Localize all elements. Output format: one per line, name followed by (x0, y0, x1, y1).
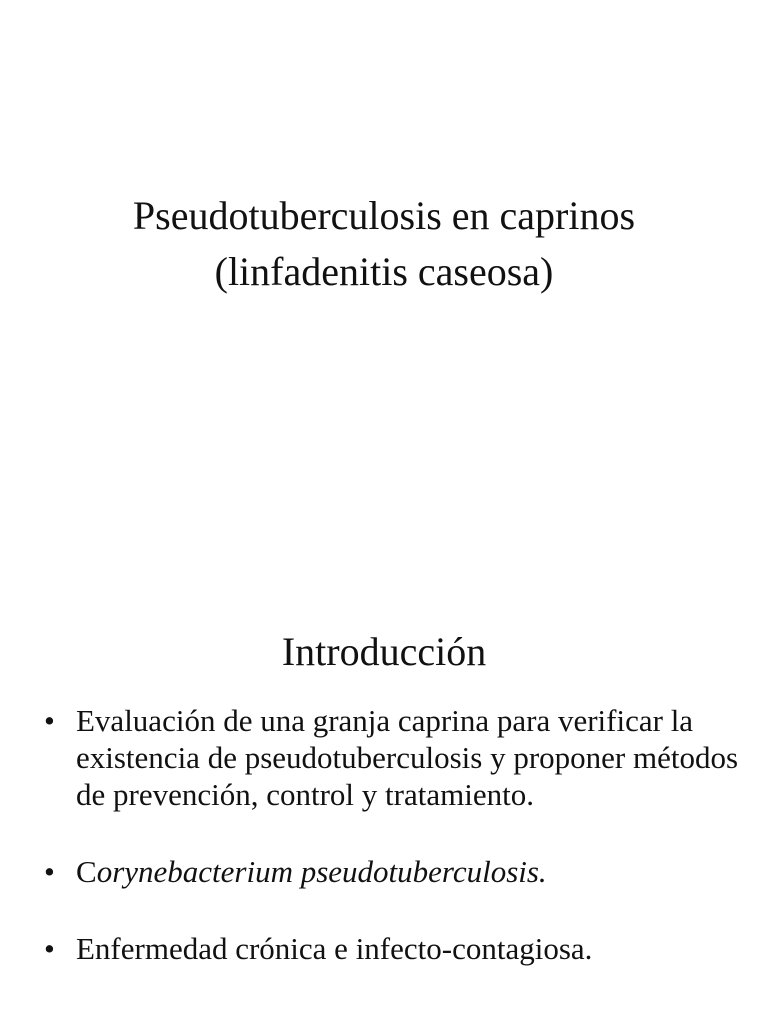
bullet-mark: • (44, 854, 55, 889)
bullet-mark: • (44, 931, 55, 966)
bullet-text-prefix: C (76, 854, 97, 889)
bullet-text-italic: orynebacterium pseudotuberculosis. (96, 854, 547, 889)
bullet-list (44, 702, 744, 1007)
section-heading: Introducción (281, 629, 487, 674)
bullet-item-evaluation (44, 702, 744, 813)
slide-title (0, 188, 768, 300)
bullet-mark: • (44, 703, 55, 738)
bullet-text: Evaluación de una granja caprina para verificar la existencia de pseudotuberculosis y proponer métodos de prevención, control y tratamiento. (76, 703, 739, 812)
slide-title-line-2: (linfadenitis caseosa) (214, 249, 554, 294)
bullet-item-pathogen (44, 853, 744, 890)
bullet-item-disease (44, 930, 744, 967)
bullet-text: Enfermedad crónica e infecto-contagiosa. (76, 931, 593, 966)
slide-title-line-1: Pseudotuberculosis en caprinos (132, 193, 636, 238)
